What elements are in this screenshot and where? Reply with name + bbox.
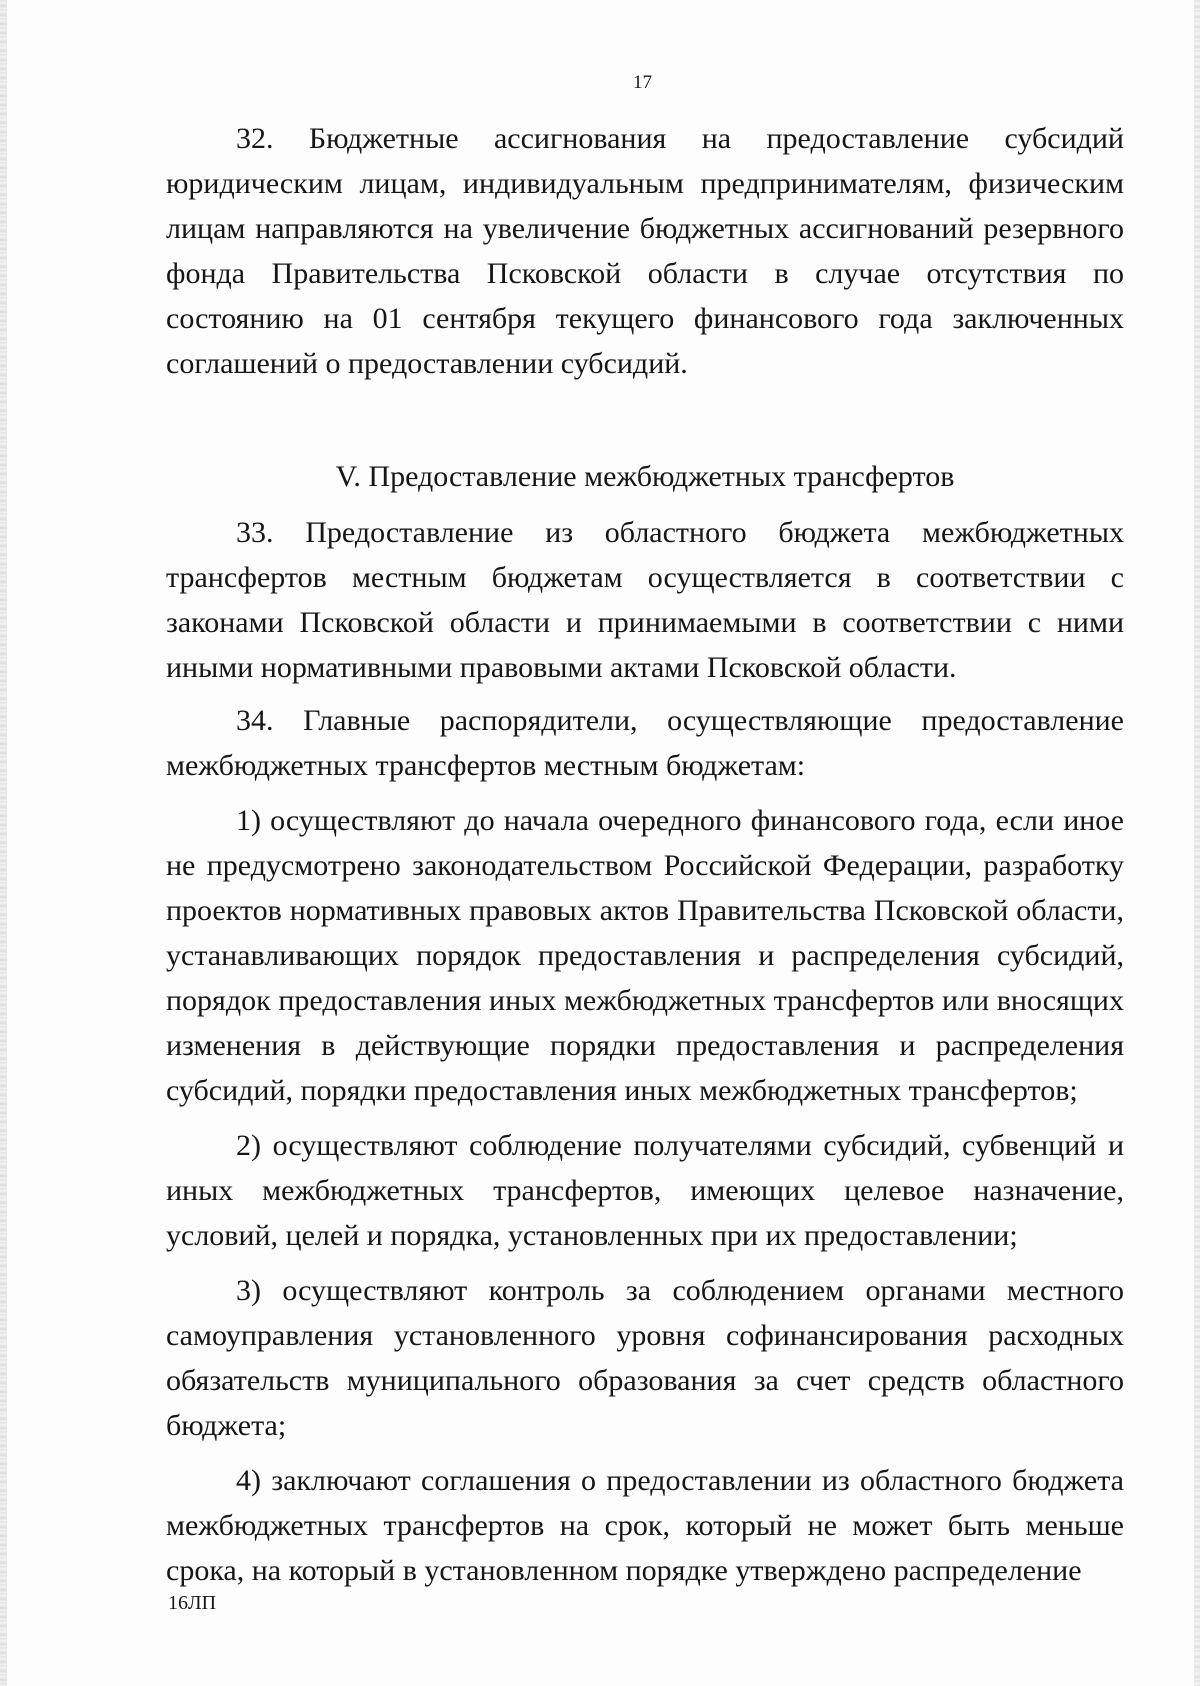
paragraph-33: 33. Предоставление из областного бюджета межбюджетных трансфертов местным бюджетам осуществляется в соответствии с законами Псковской области и принимаемыми в соответствии с ними иными нормативными правовыми актами Псковской области. [166, 516, 1124, 684]
document-code: 16ЛП [168, 1592, 217, 1614]
scan-edge-right [1194, 0, 1200, 1686]
main-text-block [166, 510, 1124, 1593]
scan-edge-left [0, 0, 7, 1686]
subitem-2: 2) осуществляют соблюдение получателями субсидий, субвенций и иных межбюджетных трансфертов, имеющих целевое назначение, условий, целей и порядка, установленных при их предоставлении; [166, 1129, 1124, 1252]
subitem-3: 3) осуществляют контроль за соблюдением органами местного самоуправления установленного уровня софинансирования расходных обязательств муниципального образования за счет средств областного бюджета; [166, 1274, 1124, 1442]
paragraph-34: 34. Главные распорядители, осуществляющие предоставление межбюджетных трансфертов местным бюджетам: [166, 704, 1124, 782]
top-text-block [166, 116, 1124, 386]
page-number: 17 [633, 72, 652, 93]
section-heading: V. Предоставление межбюджетных трансфертов [335, 460, 955, 493]
subitem-4: 4) заключают соглашения о предоставлении из областного бюджета межбюджетных трансфертов на срок, который не может быть меньше срока, на который в установленном порядке утверждено распределение [166, 1464, 1124, 1587]
paragraph-32: 32. Бюджетные ассигнования на предоставление субсидий юридическим лицам, индивидуальным предпринимателям, физическим лицам направляются на увеличение бюджетных ассигнований резервного фонда Правительства Псковской области в случае отсутствия по состоянию на 01 сентября текущего финансового года заключенных соглашений о предоставлении субсидий. [166, 122, 1124, 380]
subitem-1: 1) осуществляют до начала очередного финансового года, если иное не предусмотрено законодательством Российской Федерации, разработку проектов нормативных правовых актов Правительства Псковской области, устанавливающих порядок предоставления и распределения субсидий, порядок предоставления иных межбюджетных трансфертов или вносящих изменения в действующие порядки предоставления и распределения субсидий, порядки предоставления иных межбюджетных трансфертов; [166, 804, 1124, 1107]
